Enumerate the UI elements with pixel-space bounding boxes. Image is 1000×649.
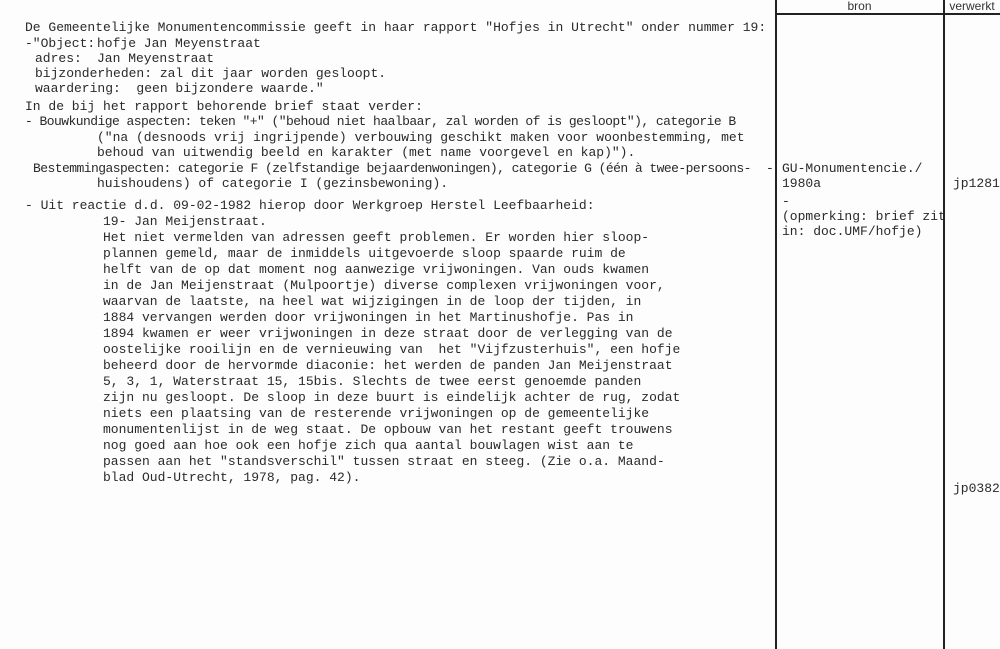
bron-note-line: in: doc.UMF/hofje): [782, 224, 923, 239]
reactie-intro: - Uit reactie d.d. 09-02-1982 hierop door Werkgroep Herstel Leefbaarheid:: [25, 198, 595, 213]
reactie-line: 5, 3, 1, Waterstraat 15, 15bis. Slechts de twee eerst genoemde panden: [103, 374, 642, 389]
bron-note-line: (opmerking: brief zit: [782, 209, 946, 224]
verwerkt-entry: jp1281: [953, 176, 1000, 191]
bouwkundig-line: behoud van uitwendig beeld en karakter (met name voorgevel en kap)").: [97, 145, 636, 160]
reactie-line: plannen gemeld, maar de inmiddels uitgevoerde sloop spaarde ruim de: [103, 246, 626, 261]
column-divider-verwerkt: [943, 0, 945, 649]
intro-line: De Gemeentelijke Monumentencommissie geeft in haar rapport "Hofjes in Utrecht" onder nummer 19:: [25, 20, 767, 35]
bouwkundig-line: ("na (desnoods vrij ingrijpende) verbouwing geschikt maken voor woonbestemming, met: [97, 130, 745, 145]
brief-intro: In de bij het rapport behorende brief staat verder:: [25, 99, 423, 114]
reactie-line: oostelijke rooilijn en de vernieuwing van het "Vijfzusterhuis", een hofje: [103, 342, 681, 357]
reactie-line: 1894 kwamen er weer vrijwoningen in deze straat door de verlegging van de: [103, 326, 673, 341]
header-rule: [775, 13, 1000, 15]
header-verwerkt: verwerkt: [949, 0, 995, 13]
bron-source-line: 1980a: [782, 176, 822, 191]
bron-dash: -: [782, 194, 790, 209]
reactie-line: 1884 vervangen werden door vrijwoningen in het Martinushofje. Pas in: [103, 310, 634, 325]
adres-value: Jan Meyenstraat: [97, 51, 215, 66]
reactie-line: helft van de op dat moment nog aanwezige vrijwoningen. Van ouds kwamen: [103, 262, 650, 277]
reactie-line: passen aan het "standsverschil" tussen straat en steeg. (Zie o.a. Maand-: [103, 454, 665, 469]
waardering-line: waardering: geen bijzondere waarde.": [35, 81, 324, 96]
bouwkundig-line: - Bouwkundige aspecten: teken "+" ("behoud niet haalbaar, zal worden of is gesloopt"), categorie B: [25, 114, 736, 129]
bron-source-line: GU-Monumentencie./: [782, 161, 923, 176]
reactie-line: in de Jan Meijenstraat (Mulpoortje) diverse complexen vrijwoningen voor,: [103, 278, 665, 293]
reactie-line: 19- Jan Meijenstraat.: [103, 214, 267, 229]
reactie-line: blad Oud-Utrecht, 1978, pag. 42).: [103, 470, 361, 485]
bijzonderheden-line: bijzonderheden: zal dit jaar worden gesloopt.: [35, 66, 387, 81]
header-bron: bron: [847, 0, 872, 13]
reactie-line: niets een plaatsing van de resterende vrijwoningen op de gemeentelijke: [103, 406, 650, 421]
reactie-line: Het niet vermelden van adressen geeft problemen. Er worden hier sloop-: [103, 230, 650, 245]
verwerkt-entry: jp0382: [953, 481, 1000, 496]
reactie-line: waarvan de laatste, na heel wat wijzigingen in de loop der tijden, in: [103, 294, 642, 309]
object-value: hofje Jan Meyenstraat: [97, 36, 261, 51]
reactie-line: nog goed aan hoe ook een hofje zich qua aantal bouwlagen wist aan te: [103, 438, 634, 453]
reactie-line: beheerd door de hervormde diaconie: het werden de panden Jan Meijenstraat: [103, 358, 673, 373]
adres-label: adres:: [35, 51, 82, 66]
bron-dash: -: [766, 161, 774, 176]
reactie-line: monumentenlijst in de weg staat. De opbouw van het restant geeft trouwens: [103, 422, 673, 437]
bestemming-line: Bestemmingaspecten: categorie F (zelfstandige bejaardenwoningen), categorie G (één à twee-persoons-: [33, 161, 751, 176]
object-label: -"Object:: [25, 36, 96, 51]
column-divider-bron: [775, 0, 777, 649]
reactie-line: zijn nu gesloopt. De sloop in deze buurt is eindelijk achter de rug, zodat: [103, 390, 681, 405]
bestemming-line: huishoudens) of categorie I (gezinsbewoning).: [97, 176, 449, 191]
